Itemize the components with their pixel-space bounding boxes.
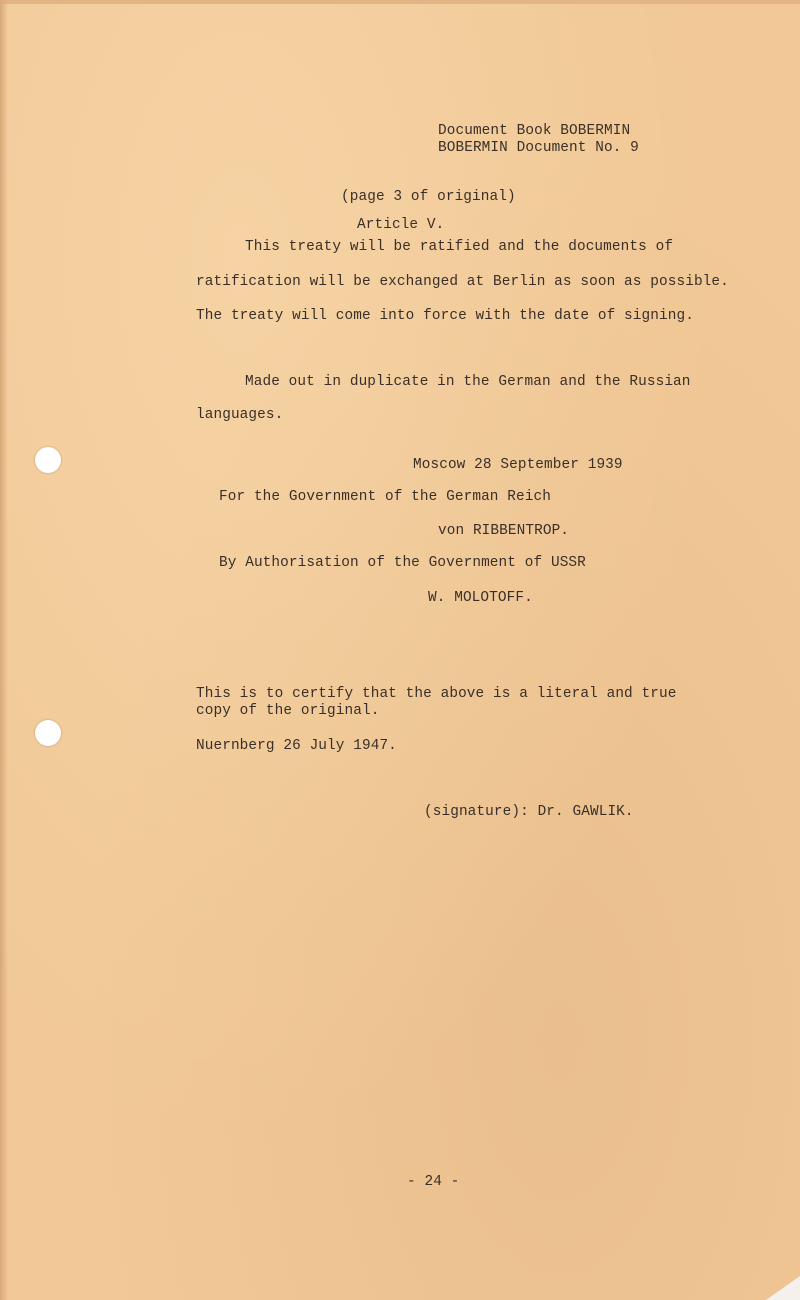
signing-place-date: Moscow 28 September 1939	[413, 457, 623, 473]
page-reference: (page 3 of original)	[341, 189, 516, 205]
paragraph-2-line-2: languages.	[196, 407, 284, 423]
paragraph-1-line-2: ratification will be exchanged at Berlin as soon as possible.	[196, 274, 729, 290]
ussr-government-line: By Authorisation of the Government of USSR	[219, 555, 586, 571]
document-number-label: BOBERMIN Document No. 9	[438, 140, 639, 156]
certification-signature: (signature): Dr. GAWLIK.	[424, 804, 634, 820]
punch-hole-top	[35, 447, 61, 473]
page-top-edge	[0, 0, 800, 4]
punch-hole-bottom	[35, 720, 61, 746]
german-government-line: For the Government of the German Reich	[219, 489, 551, 505]
german-signatory: von RIBBENTROP.	[438, 523, 570, 539]
certification-line-2: copy of the original.	[196, 703, 380, 719]
document-book-label: Document Book BOBERMIN	[438, 123, 631, 139]
ussr-signatory: W. MOLOTOFF.	[428, 590, 533, 606]
paragraph-1-line-1: This treaty will be ratified and the documents of	[245, 239, 674, 255]
paragraph-2-line-1: Made out in duplicate in the German and the Russian	[245, 374, 691, 390]
page-left-edge	[0, 0, 8, 1300]
paragraph-1-line-3: The treaty will come into force with the date of signing.	[196, 308, 694, 324]
page-corner-fold	[766, 1276, 800, 1300]
certification-line-1: This is to certify that the above is a literal and true	[196, 686, 677, 702]
article-title: Article V.	[357, 217, 445, 233]
certification-place-date: Nuernberg 26 July 1947.	[196, 738, 397, 754]
page-number: - 24 -	[407, 1174, 460, 1190]
